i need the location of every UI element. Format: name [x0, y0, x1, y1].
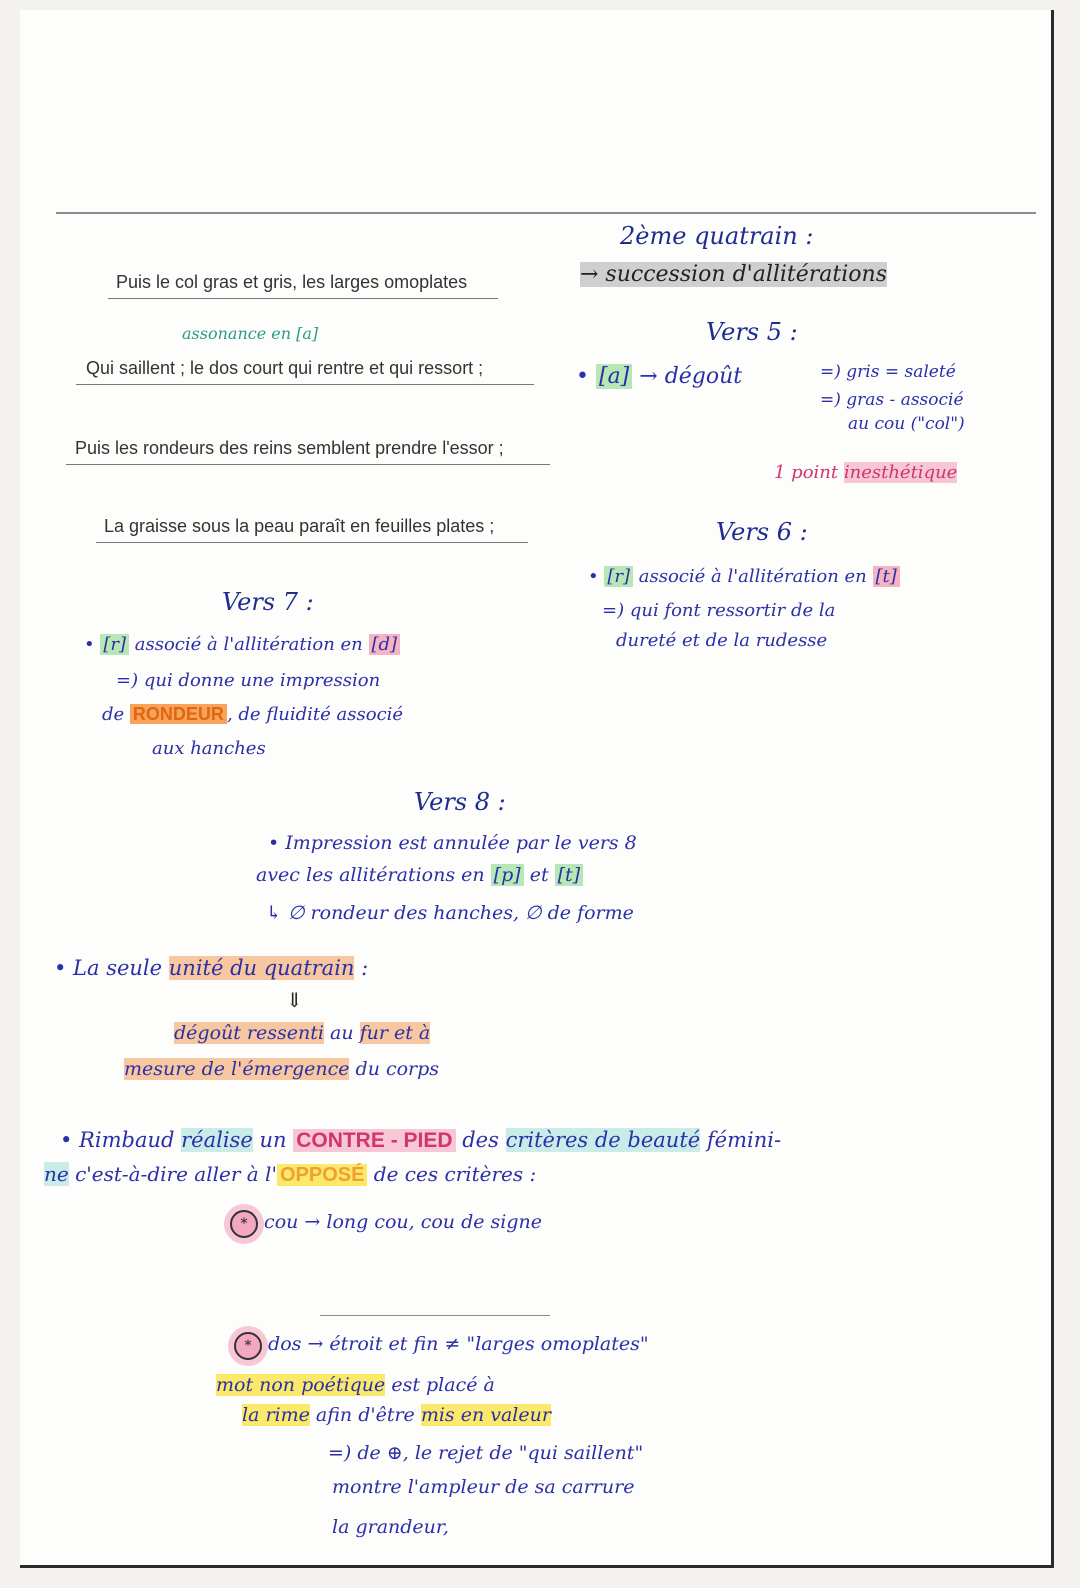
- contre-suffix: fémini-: [706, 1128, 782, 1152]
- vers6-text: associé à l'allitération en: [638, 566, 867, 587]
- vers7-line-1: • [r] associé à l'allitération en [d]: [84, 634, 400, 655]
- quatrain-title: 2ème quatrain :: [620, 222, 814, 250]
- contre-line-1: [60, 1128, 781, 1153]
- vers5-note-4-prefix: 1 point: [774, 462, 839, 483]
- unite-suffix: :: [361, 956, 369, 980]
- vers8-line-3: ↳ ∅ rondeur des hanches, ∅ de forme: [266, 902, 634, 924]
- vers5-note-2: =) gras - associé: [820, 390, 964, 410]
- oppose-label: OPPOSÉ: [277, 1164, 367, 1186]
- vers6-sound: [r]: [604, 566, 633, 587]
- star-bullet-icon: *: [234, 1332, 262, 1360]
- top-divider: [56, 212, 1036, 214]
- vers7-line-3: [102, 704, 403, 725]
- contre-note-3: =) de ⊕, le rejet de "qui saillent": [328, 1442, 644, 1464]
- unite-line-2-mid: au: [330, 1022, 354, 1044]
- unite-line-2-hl2: fur et à: [359, 1022, 431, 1044]
- vers5-note-4-hl: inesthétique: [843, 462, 958, 483]
- poem-underline: [66, 464, 550, 465]
- contre-note-1: [216, 1374, 495, 1396]
- unite-line-2-hl1: dégoût ressenti: [174, 1022, 324, 1044]
- contre-mid-1: un: [259, 1128, 287, 1152]
- vers8-sound-2: [t]: [555, 864, 583, 886]
- poem-underline: [108, 298, 498, 299]
- unite-line-1: [54, 956, 368, 980]
- vers6-line-1: • [r] associé à l'allitération en [t]: [588, 566, 900, 587]
- contre-note-2: [242, 1404, 551, 1426]
- vers5-note-4: [774, 462, 957, 483]
- contre-mid-2: des: [462, 1128, 499, 1152]
- vers6-sound-2: [t]: [873, 566, 900, 587]
- unite-line-3: [124, 1058, 439, 1080]
- contre-prefix: • Rimbaud: [60, 1128, 175, 1152]
- quatrain-subtitle: [580, 262, 887, 287]
- poem-line-7: Puis les rondeurs des reins semblent prendre l'essor ;: [75, 438, 504, 458]
- poem-underline: [76, 384, 534, 385]
- contre-line-2-mid: c'est-à-dire aller à l': [75, 1162, 277, 1186]
- vers5-note-1: =) gris = saleté: [820, 362, 956, 382]
- contre-line-2-suffix: de ces critères :: [373, 1162, 537, 1186]
- vers7-line-2: =) qui donne une impression: [116, 670, 381, 691]
- star-bullet-icon: *: [230, 1210, 258, 1238]
- vers7-sound-2: [d]: [369, 634, 401, 655]
- vers7-line-4: aux hanches: [152, 738, 266, 759]
- contre-note-1-suffix: est placé à: [391, 1374, 495, 1396]
- vers6-title: Vers 6 :: [716, 518, 808, 546]
- vers7-sound: [r]: [100, 634, 129, 655]
- contre-item-2-text: dos → étroit et fin ≠ "larges omoplates": [268, 1333, 649, 1355]
- contre-note-5: la grandeur,: [332, 1516, 449, 1538]
- poem-line-5: Puis le col gras et gris, les larges omoplates: [116, 272, 468, 292]
- vers5-note-3: au cou ("col"): [848, 414, 965, 434]
- vers8-line-2-prefix: avec les allitérations en: [256, 864, 485, 886]
- contre-note-2-mid: afin d'être: [315, 1404, 415, 1426]
- unite-line-2: [174, 1022, 430, 1044]
- vers8-line-2: [256, 864, 583, 886]
- contre-item-2: [234, 1332, 649, 1360]
- small-divider: [320, 1315, 550, 1316]
- assonance-note: assonance en [a]: [182, 324, 319, 343]
- subtitle-text: → succession d'allitérations: [580, 262, 888, 287]
- poem-underline: [96, 542, 528, 543]
- vers7-line-3-prefix: de: [102, 704, 125, 725]
- vers5-title: Vers 5 :: [706, 318, 798, 346]
- vers7-line-3-suffix: , de fluidité associé: [226, 704, 404, 725]
- vers5-sound: [a]: [596, 364, 632, 389]
- contre-item-1: [230, 1210, 542, 1238]
- vers7-text: associé à l'allitération en: [134, 634, 363, 655]
- poem-line-8: La graisse sous la peau paraît en feuilles plates ;: [104, 516, 495, 536]
- vers7-title: Vers 7 :: [222, 588, 314, 616]
- contre-note-2-hl2: mis en valeur: [420, 1404, 551, 1426]
- contre-note-1-hl: mot non poétique: [216, 1374, 386, 1396]
- vers8-line-2-mid: et: [529, 864, 549, 886]
- contre-line-2-hl: ne: [44, 1162, 69, 1186]
- vers6-line-3: dureté et de la rudesse: [616, 630, 828, 651]
- vers8-title: Vers 8 :: [414, 788, 506, 816]
- unite-prefix: • La seule: [54, 956, 163, 980]
- vers5-arrow: → dégoût: [639, 364, 743, 389]
- contre-note-4: montre l'ampleur de sa carrure: [332, 1476, 635, 1498]
- contre-line-2: [44, 1162, 536, 1187]
- notebook-page: [20, 10, 1054, 1568]
- unite-line-3-hl: mesure de l'émergence: [124, 1058, 350, 1080]
- unite-line-3-suffix: du corps: [355, 1058, 440, 1080]
- contre-pied-label: CONTRE - PIED: [293, 1129, 455, 1152]
- vers5-line: • [a] → dégoût: [576, 364, 743, 389]
- contre-hl-3: critères de beauté: [505, 1128, 701, 1152]
- rondeur-label: RONDEUR: [130, 704, 227, 724]
- contre-note-2-hl: la rime: [242, 1404, 310, 1426]
- unite-arrow: ⇓: [286, 988, 303, 1012]
- unite-hl: unité du quatrain: [168, 956, 355, 980]
- contre-hl-1: réalise: [181, 1128, 253, 1152]
- poem-line-6: Qui saillent ; le dos court qui rentre et qui ressort ;: [86, 358, 484, 378]
- vers8-sound-1: [p]: [491, 864, 524, 886]
- contre-item-1-text: cou → long cou, cou de signe: [264, 1211, 542, 1233]
- vers8-line-1: • Impression est annulée par le vers 8: [268, 832, 637, 854]
- vers6-line-2: =) qui font ressortir de la: [602, 600, 836, 621]
